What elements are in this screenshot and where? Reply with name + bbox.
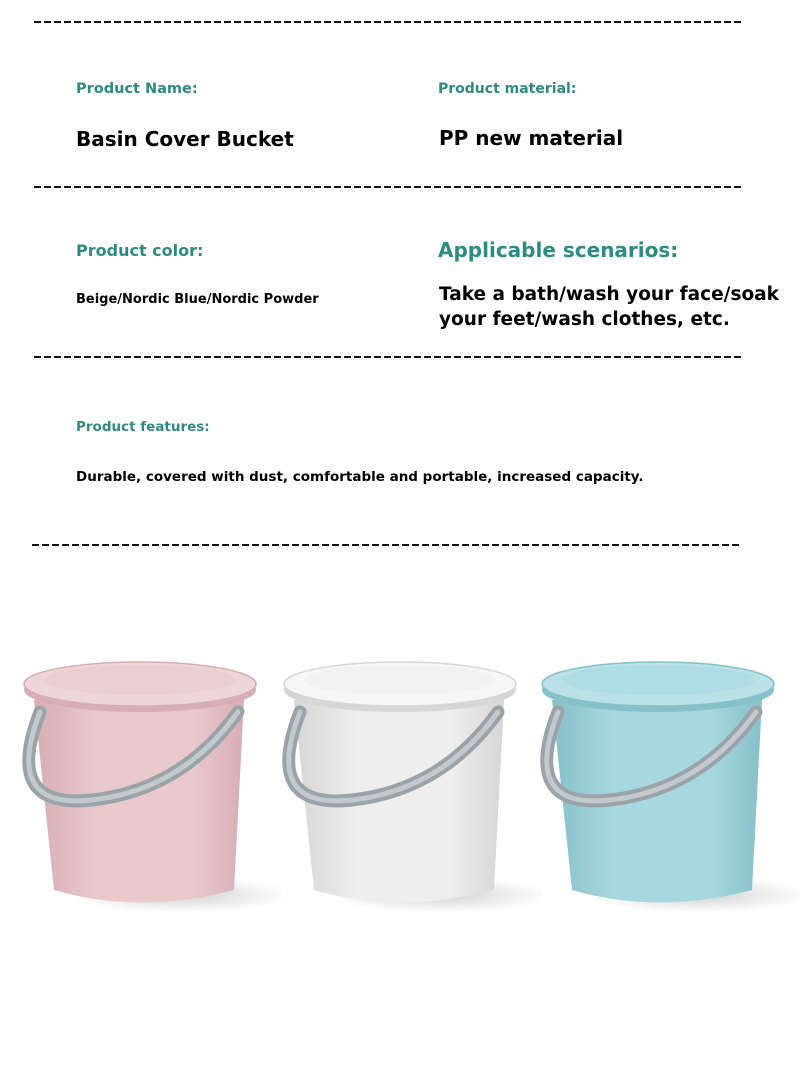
product-material-label: Product material: (438, 81, 577, 97)
product-name-value: Basin Cover Bucket (76, 127, 294, 151)
applicable-scenarios-label: Applicable scenarios: (438, 238, 679, 262)
bucket-blue (530, 640, 800, 940)
product-image (0, 640, 800, 940)
product-color-label: Product color: (76, 241, 204, 260)
applicable-scenarios-line1: Take a bath/wash your face/soak (439, 284, 779, 305)
product-material-value: PP new material (439, 126, 624, 150)
product-color-value: Beige/Nordic Blue/Nordic Powder (76, 292, 319, 307)
bucket-white (272, 640, 542, 940)
product-features-label: Product features: (76, 419, 210, 435)
bucket-lid-inner (304, 665, 496, 695)
bucket-lid-inner (44, 665, 236, 695)
divider (34, 21, 742, 23)
divider (34, 186, 742, 188)
bucket-pink (12, 640, 282, 940)
applicable-scenarios-line2: your feet/wash clothes, etc. (439, 309, 730, 330)
product-name-label: Product Name: (76, 81, 198, 97)
divider (34, 356, 742, 358)
product-features-value: Durable, covered with dust, comfortable and portable, increased capacity. (76, 469, 644, 485)
divider (32, 544, 740, 546)
bucket-lid-inner (562, 665, 754, 695)
